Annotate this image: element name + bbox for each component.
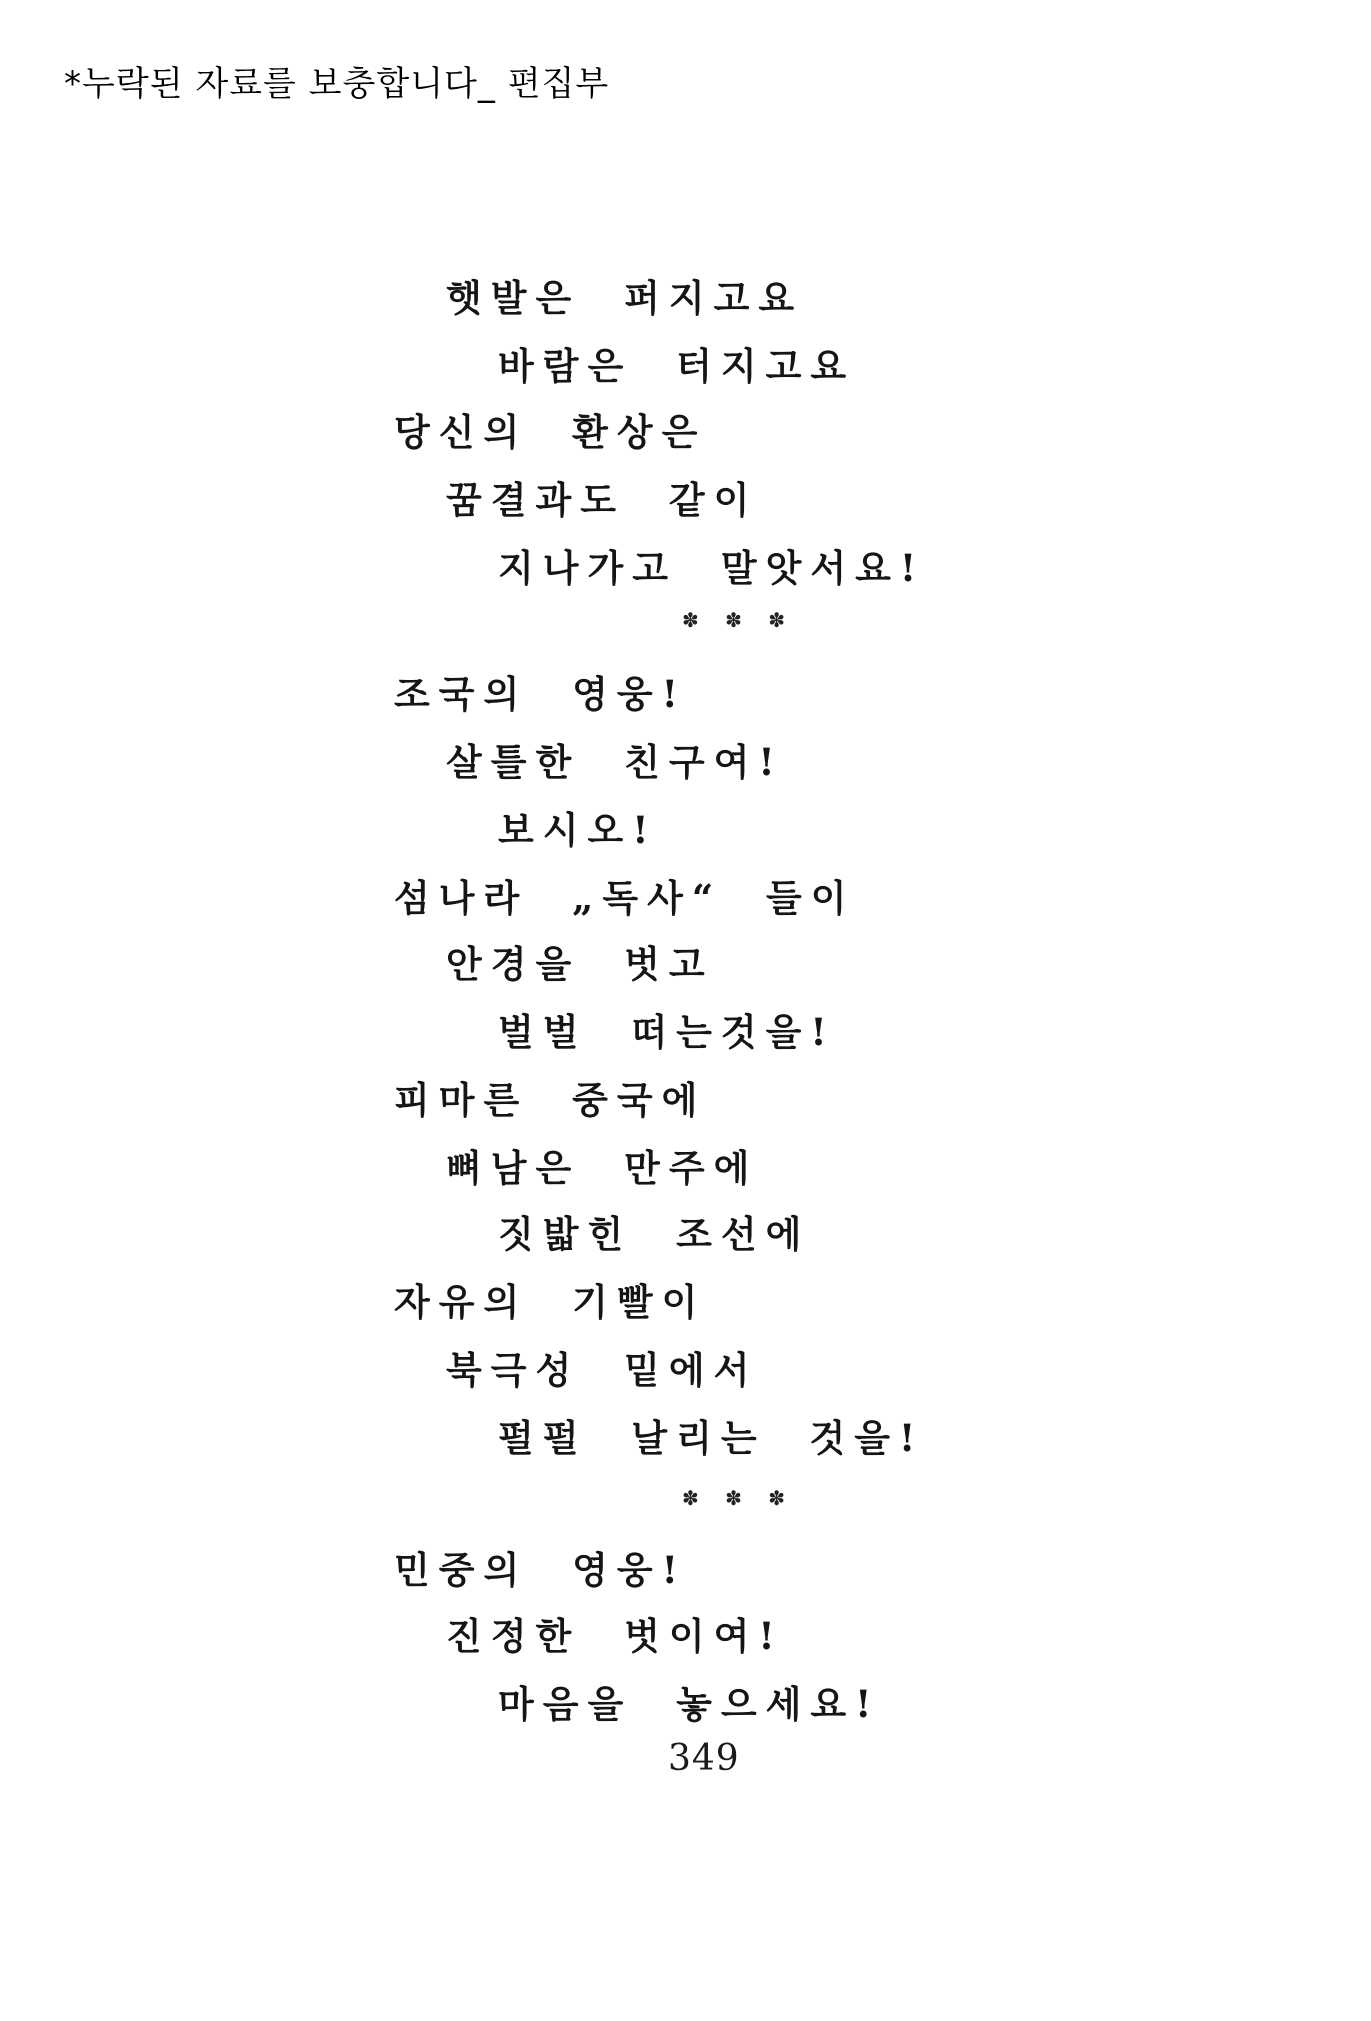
poem-line: 당신의 환상은 — [394, 410, 707, 454]
poem-line: 안경을 벗고 — [446, 942, 714, 986]
poem-line: 마음을 놓으세요! — [498, 1682, 881, 1726]
poem-line: 바람은 터지고요 — [498, 344, 856, 388]
section-divider: ✽ ✽ ✽ — [682, 1486, 795, 1510]
poem-line: 자유의 기빨이 — [394, 1280, 707, 1324]
poem-line: 벌벌 떠는것을! — [498, 1010, 836, 1054]
poem-line: 살틀한 친구여! — [446, 740, 784, 784]
section-divider: ✽ ✽ ✽ — [682, 608, 795, 632]
page-number: 349 — [668, 1738, 740, 1779]
poem-line: 북극성 밑에서 — [446, 1348, 759, 1392]
poem-line: 꿈결과도 같이 — [446, 478, 759, 522]
editor-note: *누락된 자료를 보충합니다_ 편집부 — [64, 64, 610, 104]
poem-line: 뼈남은 만주에 — [446, 1146, 759, 1190]
poem-line: 피마른 중국에 — [394, 1078, 707, 1122]
poem-line: 섬나라 „독사“ 들이 — [394, 876, 856, 920]
poem-line: 보시오! — [498, 808, 658, 852]
poem-line: 민중의 영웅! — [394, 1548, 687, 1592]
poem-line: 짓밟힌 조선에 — [498, 1212, 811, 1256]
poem-line: 진정한 벗이여! — [446, 1614, 784, 1658]
poem-line: 햇발은 퍼지고요 — [446, 276, 804, 320]
poem-line: 지나가고 말앗서요! — [498, 546, 926, 590]
poem-line: 조국의 영웅! — [394, 672, 687, 716]
poem-line: 펄펄 날리는 것을! — [498, 1416, 925, 1460]
